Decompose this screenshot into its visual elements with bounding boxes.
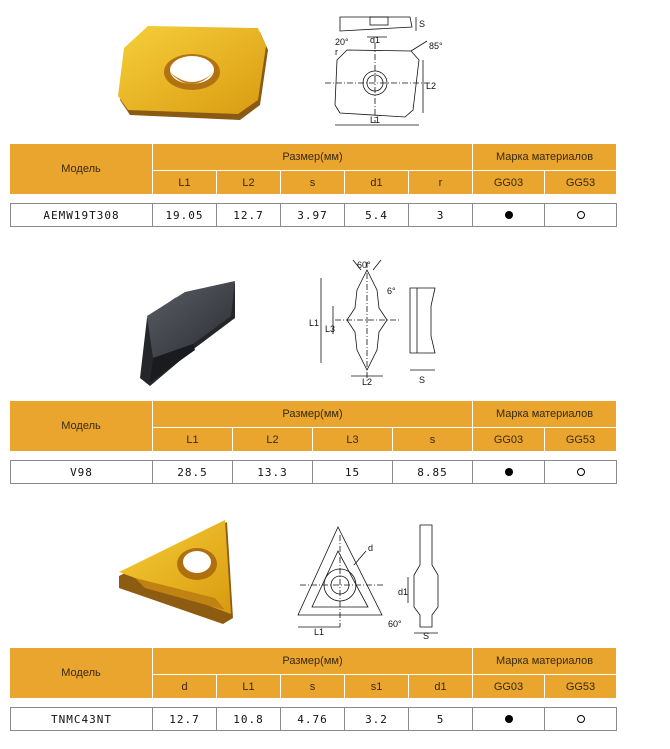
col-s: s <box>281 171 345 195</box>
col-s: s <box>281 675 345 699</box>
label-s: S <box>423 631 430 640</box>
spec-table-tnmc <box>10 648 617 731</box>
cell-value: 13.3 <box>233 460 313 484</box>
cell-value: 5.4 <box>345 203 409 227</box>
label-l2: L2 <box>426 81 437 91</box>
col-gg53: GG53 <box>545 428 617 452</box>
cell-value: 3.2 <box>345 707 409 731</box>
col-l1: L1 <box>153 428 233 452</box>
label-angle-side: 6° <box>387 286 396 296</box>
col-gg53: GG53 <box>545 171 617 195</box>
col-d1: d1 <box>409 675 473 699</box>
insert-photo-tnmc <box>115 518 240 628</box>
label-l1: L1 <box>309 318 320 328</box>
header-size: Размер(мм) <box>153 401 473 428</box>
col-s1: s1 <box>345 675 409 699</box>
label-s: S <box>419 375 426 385</box>
cell-value: 15 <box>313 460 393 484</box>
col-gg03: GG03 <box>473 171 545 195</box>
header-size: Размер(мм) <box>153 144 473 171</box>
label-angle-top: 60° <box>357 260 371 270</box>
label-r: r <box>335 47 338 57</box>
col-l3: L3 <box>313 428 393 452</box>
col-d1: d1 <box>345 171 409 195</box>
filled-dot-icon <box>505 715 513 723</box>
cell-value: 3 <box>409 203 473 227</box>
cell-value: 12.7 <box>217 203 281 227</box>
header-model: Модель <box>10 144 153 195</box>
col-r: r <box>409 171 473 195</box>
col-l2: L2 <box>217 171 281 195</box>
cell-model: V98 <box>10 460 153 484</box>
col-gg03: GG03 <box>473 428 545 452</box>
label-angle: 60° <box>388 619 402 629</box>
cell-value: 12.7 <box>153 707 217 731</box>
cell-value: 8.85 <box>393 460 473 484</box>
label-angle-b: 85° <box>429 41 443 51</box>
label-d1: d1 <box>398 587 409 597</box>
label-l1: L1 <box>314 627 325 637</box>
header-size: Размер(мм) <box>153 648 473 675</box>
col-l1: L1 <box>153 171 217 195</box>
col-gg03: GG03 <box>473 675 545 699</box>
cell-value: 28.5 <box>153 460 233 484</box>
label-s: S <box>419 19 426 29</box>
cell-value: 3.97 <box>281 203 345 227</box>
header-model: Модель <box>10 648 153 699</box>
label-l2: L2 <box>362 377 373 387</box>
cell-material-gg53 <box>545 707 617 731</box>
col-l1: L1 <box>217 675 281 699</box>
label-l1: L1 <box>370 115 381 125</box>
header-material: Марка материалов <box>473 144 617 171</box>
cell-value: 19.05 <box>153 203 217 227</box>
cell-value: 5 <box>409 707 473 731</box>
label-angle-a: 20° <box>335 37 349 47</box>
label-d1: d1 <box>370 35 381 45</box>
col-l2: L2 <box>233 428 313 452</box>
empty-circle-icon <box>577 715 585 723</box>
header-model: Модель <box>10 401 153 452</box>
cell-model: TNMC43NT <box>10 707 153 731</box>
col-s: s <box>393 428 473 452</box>
technical-drawing-tnmc <box>290 515 455 640</box>
cell-value: 10.8 <box>217 707 281 731</box>
col-gg53: GG53 <box>545 675 617 699</box>
label-l3: L3 <box>325 324 336 334</box>
cell-value: 4.76 <box>281 707 345 731</box>
header-material: Марка материалов <box>473 401 617 428</box>
header-material: Марка материалов <box>473 648 617 675</box>
label-d: d <box>368 543 374 553</box>
cell-material-gg03 <box>473 707 545 731</box>
cell-model: AEMW19T308 <box>10 203 153 227</box>
col-d: d <box>153 675 217 699</box>
table-row <box>10 707 617 731</box>
